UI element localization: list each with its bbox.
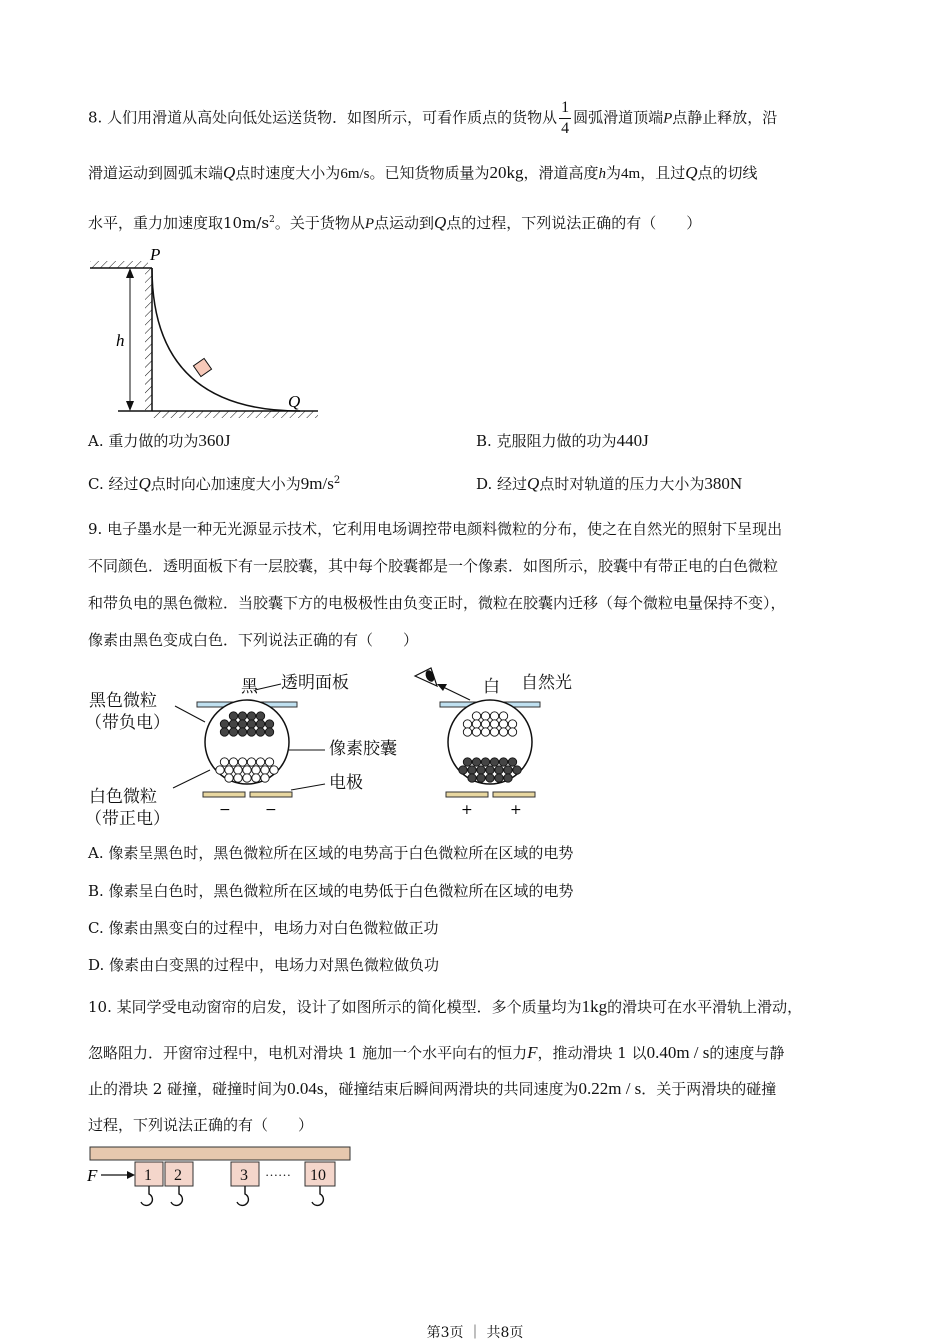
rail xyxy=(90,1147,350,1160)
point-q: Q xyxy=(434,213,447,232)
black-particle xyxy=(238,728,246,736)
q8-option-b[interactable] xyxy=(476,430,649,451)
option-text: B. 克服阻力做的功为 xyxy=(476,432,617,450)
black-particle xyxy=(499,758,507,766)
black-particle xyxy=(247,720,255,728)
q8-text: 滑道运动到圆弧末端 xyxy=(88,164,224,182)
q10-line2 xyxy=(88,1042,784,1063)
q8-text: 点的切线 xyxy=(697,164,758,182)
white-particle xyxy=(481,712,489,720)
q9-option-a[interactable]: A. 像素呈黑色时，黑色微粒所在区域的电势高于白色微粒所在区域的电势 xyxy=(88,844,574,862)
black-particle xyxy=(481,758,489,766)
white-particle xyxy=(481,720,489,728)
electrode-leader xyxy=(291,784,325,790)
black-particle xyxy=(256,728,264,736)
black-particle xyxy=(468,766,476,774)
black-particle xyxy=(468,774,476,782)
black-particle xyxy=(265,720,273,728)
q8-option-c[interactable] xyxy=(88,473,340,494)
white-particle-label: 白色微粒 xyxy=(89,787,157,807)
black-particle xyxy=(508,758,516,766)
white-particle xyxy=(261,766,269,774)
q8-option-a[interactable] xyxy=(88,430,231,451)
option-text: C. 经过 xyxy=(88,475,139,493)
q10-text: ，碰撞结束后瞬间两滑块的共同速度为 xyxy=(323,1080,579,1098)
block-1-label: 1 xyxy=(144,1167,152,1184)
arrow-head-up xyxy=(126,268,134,278)
hook-icon xyxy=(312,1186,323,1205)
right-electrode-2 xyxy=(493,792,535,797)
point-q: Q xyxy=(223,163,236,182)
block-2-label: 2 xyxy=(174,1167,182,1184)
point-q: Q xyxy=(138,474,151,493)
white-particle xyxy=(481,728,489,736)
q10-line4: 过程，下列说法正确的有（ ） xyxy=(88,1116,314,1134)
option-value: 380N xyxy=(704,474,743,493)
option-exp: 2 xyxy=(333,475,341,486)
bottom-ground-hatch xyxy=(152,411,318,418)
hook-icon xyxy=(141,1186,152,1205)
black-particle xyxy=(238,712,246,720)
white-particle xyxy=(225,766,233,774)
q8-line3 xyxy=(88,212,701,233)
eye-icon xyxy=(415,668,437,686)
slide-figure xyxy=(88,246,328,418)
black-label: 黑 xyxy=(241,677,258,697)
q10-text: 止的滑块 2 碰撞，碰撞时间为 xyxy=(88,1080,288,1098)
speed-value: 6m/s xyxy=(340,166,370,182)
hook-icon xyxy=(171,1186,182,1205)
q8-text: ，且过 xyxy=(640,164,686,182)
black-particle xyxy=(229,728,237,736)
left-electrode-1 xyxy=(203,792,245,797)
left-electrode-2 xyxy=(250,792,292,797)
wall-hatch xyxy=(145,268,152,411)
q9-line4: 像素由黑色变成白色．下列说法正确的有（ ） xyxy=(88,631,419,649)
height-label: h xyxy=(116,331,125,350)
plus-sign: + xyxy=(461,802,473,818)
point-p: P xyxy=(364,216,374,232)
black-particle xyxy=(477,774,485,782)
option-text: A. 重力做的功为 xyxy=(88,432,199,450)
black-particle xyxy=(256,712,264,720)
height-value: 4m xyxy=(621,166,641,182)
time-value: 0.04s xyxy=(287,1079,324,1098)
black-particle xyxy=(247,712,255,720)
white-particle xyxy=(216,766,224,774)
black-particle xyxy=(238,720,246,728)
black-particle xyxy=(229,720,237,728)
left-white-particles xyxy=(216,758,278,782)
gravity-value xyxy=(223,214,275,232)
gravity-exp: 2 xyxy=(269,215,275,225)
black-particle xyxy=(513,766,521,774)
q8-text: 水平，重力加速度取 xyxy=(88,214,224,232)
panel-leader xyxy=(255,684,281,690)
black-particle-label: 黑色微粒 xyxy=(89,691,157,711)
arrow-head-icon xyxy=(127,1171,135,1179)
minus-sign: − xyxy=(219,802,231,818)
white-leader xyxy=(173,770,210,788)
white-particle xyxy=(252,774,260,782)
height-symbol: h xyxy=(598,166,607,182)
electrode-label: 电极 xyxy=(329,773,363,793)
white-particle xyxy=(508,720,516,728)
hook-icon xyxy=(237,1186,248,1205)
black-particle xyxy=(486,766,494,774)
black-particle xyxy=(220,728,228,736)
block-3-label: 3 xyxy=(240,1167,248,1184)
right-electrode-1 xyxy=(446,792,488,797)
white-particle xyxy=(499,728,507,736)
white-particle xyxy=(463,728,471,736)
top-ground-hatch xyxy=(90,261,148,268)
q10-text: 10. 某同学受电动窗帘的启发，设计了如图所示的简化模型．多个质量均为 xyxy=(88,998,582,1016)
panel-label: 透明面板 xyxy=(281,673,349,693)
white-particle xyxy=(499,712,507,720)
q8-text: 。已知货物质量为 xyxy=(369,164,490,182)
black-particle xyxy=(490,758,498,766)
black-particle xyxy=(504,766,512,774)
point-q: Q xyxy=(527,474,540,493)
point-q-label: Q xyxy=(288,392,301,411)
white-particle xyxy=(472,712,480,720)
q10-text: 的滑块可在水平滑轨上滑动， xyxy=(607,998,803,1016)
gravity-base: 10m/s xyxy=(223,214,270,232)
q9-option-c[interactable]: C. 像素由黑变白的过程中，电场力对白色微粒做正功 xyxy=(88,919,439,937)
point-p-label: P xyxy=(150,246,161,264)
option-value: 440J xyxy=(616,431,649,450)
mass-value: 20kg xyxy=(489,163,524,182)
q8-text: 点运动到 xyxy=(374,214,435,232)
white-particle xyxy=(490,720,498,728)
q8-text: 点静止释放，沿 xyxy=(672,108,778,127)
black-particle xyxy=(265,728,273,736)
eink-figure xyxy=(85,662,595,832)
white-particle xyxy=(229,758,237,766)
black-particle xyxy=(459,766,467,774)
option-value: 9m/s xyxy=(300,474,334,493)
q8-line2 xyxy=(88,162,758,183)
q10-line3 xyxy=(88,1078,776,1099)
q9-line1: 9. 电子墨水是一种无光源显示技术，它利用电场调控带电颜料微粒的分布，使之在自然光的照射下呈现出 xyxy=(88,520,783,538)
white-particle xyxy=(490,712,498,720)
block-10-label: 10 xyxy=(310,1167,326,1184)
white-particle xyxy=(234,774,242,782)
page-footer: 第3页 ｜ 共8页 xyxy=(426,1325,524,1341)
white-particle xyxy=(463,720,471,728)
black-charge-label: （带负电） xyxy=(85,713,170,733)
q8-text: 为 xyxy=(606,164,622,182)
speed-value: 0.22m / s xyxy=(578,1079,642,1098)
white-particle xyxy=(247,758,255,766)
option-text: 点时向心加速度大小为 xyxy=(150,475,301,493)
white-particle xyxy=(220,758,228,766)
force-symbol: F xyxy=(527,1043,538,1062)
option-text: D. 经过 xyxy=(476,475,528,493)
q9-line2: 不同颜色．透明面板下有一层胶囊，其中每个胶囊都是一个像素．如图所示，胶囊中有带正电的白色微粒 xyxy=(88,557,779,575)
light-arrow xyxy=(441,686,470,700)
q8-text: 点的过程，下列说法正确的有（ ） xyxy=(446,214,702,232)
white-particle xyxy=(472,720,480,728)
white-particle xyxy=(243,766,251,774)
white-charge-label: （带正电） xyxy=(85,809,170,829)
point-q: Q xyxy=(685,163,698,182)
white-label: 白 xyxy=(483,677,500,697)
black-particle xyxy=(477,766,485,774)
q9-option-d[interactable]: D. 像素由白变黑的过程中，电场力对黑色微粒做负功 xyxy=(88,956,440,974)
q10-text: 忽略阻力．开窗帘过程中，电机对滑块 1 施加一个水平向右的恒力 xyxy=(88,1044,528,1062)
ellipsis: …… xyxy=(265,1164,291,1179)
q8-text: 点时速度大小为 xyxy=(235,164,341,182)
option-value: 360J xyxy=(198,431,231,450)
q8-line1 xyxy=(88,98,777,139)
black-particle xyxy=(486,774,494,782)
black-particle xyxy=(472,758,480,766)
white-particle xyxy=(472,728,480,736)
white-particle xyxy=(256,758,264,766)
white-particle xyxy=(499,720,507,728)
black-leader xyxy=(175,706,205,722)
q10-text: 的速度与静 xyxy=(709,1044,785,1062)
white-particle xyxy=(234,766,242,774)
arrow-head-down xyxy=(126,401,134,411)
white-particle xyxy=(243,774,251,782)
q8-text: 圆弧滑道顶端 xyxy=(573,108,664,127)
quarter-fraction xyxy=(559,98,571,139)
white-particle xyxy=(238,758,246,766)
plus-sign: + xyxy=(510,802,522,818)
black-particle xyxy=(256,720,264,728)
q9-option-b[interactable]: B. 像素呈白色时，黑色微粒所在区域的电势低于白色微粒所在区域的电势 xyxy=(88,882,574,900)
q8-text: ，滑道高度 xyxy=(523,164,599,182)
black-particle xyxy=(495,766,503,774)
speed-value: 0.40m / s xyxy=(646,1043,710,1062)
right-black-particles xyxy=(459,758,521,782)
black-particle xyxy=(504,774,512,782)
q10-text: ，推动滑块 1 以 xyxy=(537,1044,647,1062)
black-particle xyxy=(247,728,255,736)
point-p: P xyxy=(663,110,673,127)
curtain-figure xyxy=(85,1144,357,1222)
black-particle xyxy=(495,774,503,782)
fraction-denominator: 4 xyxy=(561,120,570,137)
natural-light-label: 自然光 xyxy=(521,673,572,693)
minus-sign: − xyxy=(265,802,277,818)
q10-text: ．关于两滑块的碰撞 xyxy=(641,1080,777,1098)
cargo-box xyxy=(193,358,211,376)
white-particle xyxy=(490,728,498,736)
arc-track xyxy=(152,268,300,411)
mass-value: 1kg xyxy=(581,997,608,1016)
q8-text: 。关于货物从 xyxy=(274,214,365,232)
fraction-numerator: 1 xyxy=(559,98,571,119)
capsule-label: 像素胶囊 xyxy=(329,739,397,759)
white-particle xyxy=(270,766,278,774)
white-particle xyxy=(265,758,273,766)
white-particle xyxy=(225,774,233,782)
q8-text: 8. 人们用滑道从高处向低处运送货物．如图所示，可看作质点的货物从 xyxy=(88,108,558,127)
black-particle xyxy=(220,720,228,728)
force-label: F xyxy=(87,1166,98,1185)
q10-line1 xyxy=(88,996,802,1017)
q9-line3: 和带负电的黑色微粒．当胶囊下方的电极极性由负变正时，微粒在胶囊内迁移（每个微粒电量保持不变）， xyxy=(88,594,786,612)
white-particle xyxy=(261,774,269,782)
black-particle xyxy=(463,758,471,766)
arrow-head-icon xyxy=(437,684,447,691)
option-text: 点时对轨道的压力大小为 xyxy=(539,475,705,493)
q8-option-d[interactable] xyxy=(476,473,742,494)
white-particle xyxy=(508,728,516,736)
black-particle xyxy=(229,712,237,720)
white-particle xyxy=(252,766,260,774)
